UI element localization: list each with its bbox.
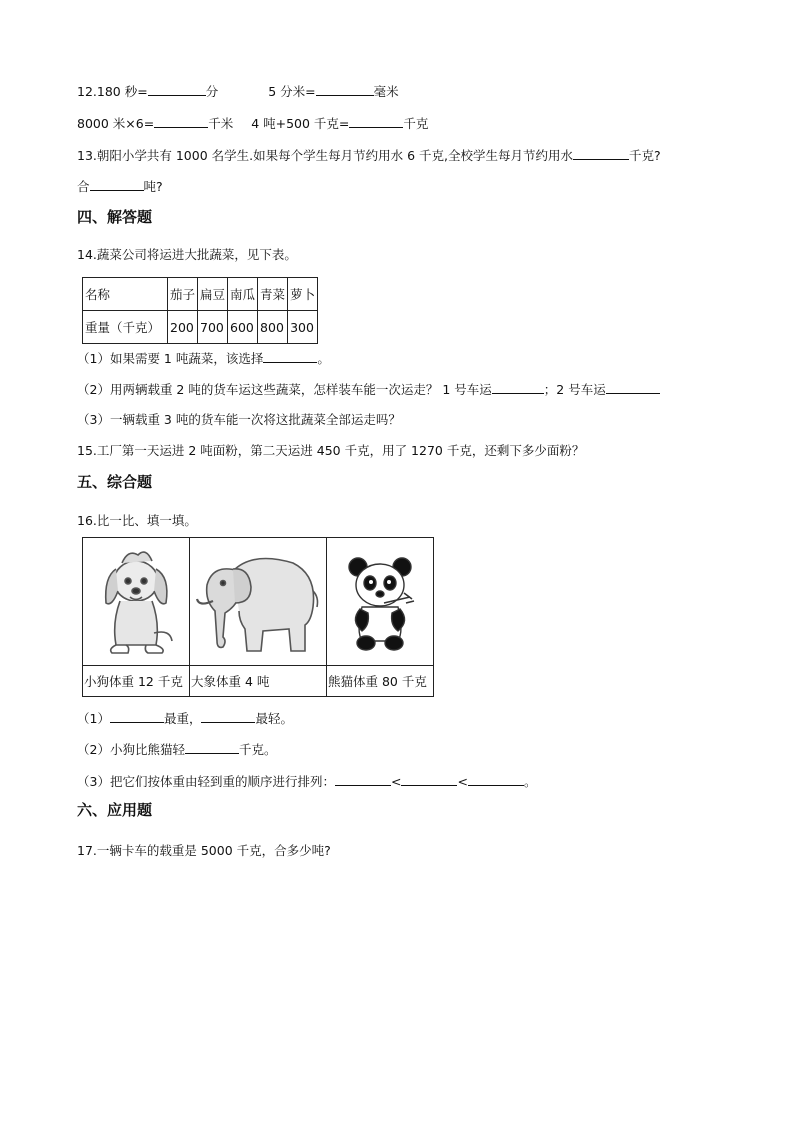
q14-sub1 [77, 349, 330, 368]
q12-c-prefix: 8000 米×6= [77, 116, 155, 131]
answer-blank[interactable] [606, 380, 660, 394]
q14-sub3: （3）一辆载重 3 吨的货车能一次将这批蔬菜全部运走吗？ [77, 412, 401, 427]
table-cell: 重量（千克） [83, 311, 168, 344]
q13-unit: 千克? [629, 148, 661, 163]
q13-text: 13.朝阳小学共有 1000 名学生.如果每个学生每月节约用水 6 千克,全校学生每月节约用水 [77, 148, 573, 163]
q14-sub1-end: 。 [317, 351, 330, 366]
table-cell: 小狗体重 12 千克 [83, 666, 190, 697]
animal-table [82, 537, 434, 697]
q12-a-prefix: 12.180 秒= [77, 84, 148, 99]
table-cell: 萝卜 [288, 278, 318, 311]
q16-sub1-prefix: （1） [77, 711, 110, 726]
q16-sub3-end: 。 [523, 774, 537, 789]
answer-blank[interactable] [148, 82, 206, 96]
answer-blank[interactable] [110, 709, 164, 723]
q15-text: 15.工厂第一天运进 2 吨面粉，第二天运进 450 千克，用了 1270 千克，还剩下多少面粉？ [77, 443, 585, 458]
table-cell: 700 [198, 311, 228, 344]
table-cell [83, 538, 190, 666]
q12-a-unit: 分 [205, 84, 219, 99]
table-row [83, 311, 318, 344]
table-cell: 大象体重 4 吨 [190, 666, 327, 697]
q12-line2 [77, 114, 428, 133]
q14-sub2 [77, 380, 660, 399]
q12-c-unit: 千米 [208, 116, 234, 131]
q12-d-prefix: 4 吨+500 千克= [251, 116, 350, 131]
dog-illustration [86, 541, 186, 659]
q14-sub2-mid: ；2 号车运 [543, 382, 606, 397]
q16-text: 16.比一比、填一填。 [77, 513, 197, 528]
table-cell: 600 [228, 311, 258, 344]
answer-blank[interactable] [573, 146, 629, 160]
q13-line2 [77, 177, 163, 196]
answer-blank[interactable] [335, 772, 391, 786]
vegetable-table [82, 277, 318, 344]
answer-blank[interactable] [185, 740, 239, 754]
table-row [83, 278, 318, 311]
q16-sub1-lightest: 最轻。 [255, 711, 293, 726]
table-cell [327, 538, 434, 666]
table-cell: 扁豆 [198, 278, 228, 311]
q12-d-unit: 千克 [403, 116, 429, 131]
table-cell: 名称 [83, 278, 168, 311]
elephant-illustration [193, 541, 323, 659]
table-cell: 800 [258, 311, 288, 344]
section-heading-6: 六、应用题 [77, 801, 153, 819]
section-heading-4: 四、解答题 [77, 208, 153, 226]
q16-sub1-heaviest: 最重， [163, 711, 202, 726]
q16-sub3-text: （3）把它们按体重由轻到重的顺序进行排列： [77, 774, 335, 789]
answer-blank[interactable] [349, 114, 403, 128]
table-cell: 青菜 [258, 278, 288, 311]
section-heading-5: 五、综合题 [77, 473, 153, 491]
q13-line1 [77, 146, 661, 165]
answer-blank[interactable] [263, 349, 317, 363]
table-cell: 200 [168, 311, 198, 344]
q16-sub3 [77, 772, 536, 791]
answer-blank[interactable] [316, 82, 374, 96]
q17-text: 17.一辆卡车的载重是 5000 千克，合多少吨? [77, 843, 331, 858]
table-cell: 茄子 [168, 278, 198, 311]
less-than-sign: < [457, 774, 468, 789]
answer-blank[interactable] [90, 177, 144, 191]
q13-line2-unit: 吨? [143, 179, 163, 194]
q14-sub2-text: （2）用两辆载重 2 吨的货车运这些蔬菜，怎样装车能一次运走？ 1 号车运 [77, 382, 492, 397]
table-row [83, 666, 434, 697]
q12-b-prefix: 5 分米= [268, 84, 316, 99]
q16-sub2-text: （2）小狗比熊猫轻 [77, 742, 185, 757]
table-cell: 南瓜 [228, 278, 258, 311]
q13-line2-prefix: 合 [77, 179, 90, 194]
table-cell: 熊猫体重 80 千克 [327, 666, 434, 697]
q14-text: 14.蔬菜公司将运进大批蔬菜，见下表。 [77, 247, 297, 262]
answer-blank[interactable] [492, 380, 544, 394]
q12-b-unit: 毫米 [373, 84, 399, 99]
q16-sub2 [77, 740, 276, 759]
less-than-sign: < [390, 774, 402, 789]
table-cell [190, 538, 327, 666]
q16-sub2-unit: 千克。 [238, 742, 277, 757]
table-row [83, 538, 434, 666]
q12-line1 [77, 82, 399, 101]
q14-sub1-text: （1）如果需要 1 吨蔬菜，该选择 [77, 351, 264, 366]
answer-blank[interactable] [401, 772, 457, 786]
answer-blank[interactable] [154, 114, 208, 128]
answer-blank[interactable] [468, 772, 524, 786]
q16-sub1 [77, 709, 293, 728]
table-cell: 300 [288, 311, 318, 344]
panda-illustration [330, 541, 430, 659]
answer-blank[interactable] [201, 709, 255, 723]
